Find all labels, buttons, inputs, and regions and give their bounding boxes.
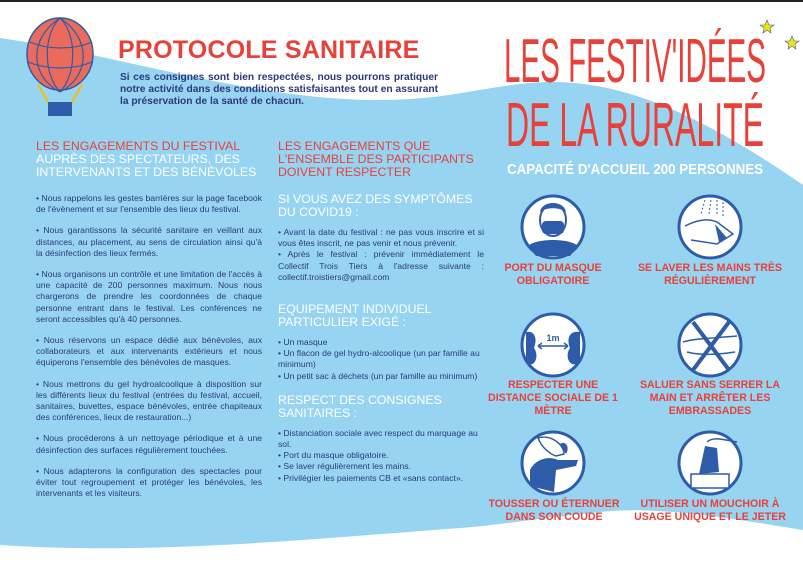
gesture-label-mask: PORT DU MASQUE OBLIGATOIRE [504,262,602,288]
hot-air-balloon-illustration [18,14,108,122]
social-distance-icon [520,312,586,378]
section-heading: LES ENGAGEMENTS DU FESTIVAL [36,139,241,153]
list-item: • Nous garantissons la sécurité sanitaire en veillant aux distances, au placement, au sens de circulation ainsi qu'à la désinfection des lieux fermés. [36,225,262,258]
list-item: • Nous réservons un espace dédié aux bénévoles, aux collaborateurs et aux intervenants extérieurs et nous équiperons l'ensemble des bénévoles de masques. [36,335,262,368]
equipment-heading: EQUIPEMENT INDIVIDUEL PARTICULIER EXIGÉ : [278,302,432,330]
section-heading: LES ENGAGEMENTS QUE L'ENSEMBLE DES PARTICIPANTS DOIVENT RESPECTER [278,139,474,179]
gesture-label-handwash: SE LAVER LES MAINS TRÈS RÉGULIÈREMENT [637,262,782,288]
gesture-label-distance: RESPECTER UNE DISTANCE SOCIALE DE 1 MÈTRE [488,379,618,418]
star-icons [760,18,800,58]
no-handshake-icon [677,312,743,378]
gesture-label-tissue: UTILISER UN MOUCHOIR À USAGE UNIQUE ET LE JETER [634,498,786,524]
symptoms-heading: SI VOUS AVEZ DES SYMPTÔMES DU COVID19 : [278,192,473,219]
festival-title-line1: LES FESTIV'IDÉES [504,27,766,96]
section-subheading: AUPRÈS DES SPECTATEURS, DES INTERVENANTS ET DES BÉNÉVOLES [36,152,257,179]
festival-title-line2: DE LA RURALITÉ [506,91,764,152]
gesture-label-cough: TOUSSER OU ÉTERNUER DANS SON COUDE [488,498,620,524]
participant-commitments [278,140,484,484]
festival-title [502,22,772,152]
face-mask-icon [520,194,586,260]
gesture-label-handshake: SALUER SANS SERRER LA MAIN ET ARRÊTER LES EMBRASSADES [639,379,781,418]
tissue-icon [677,430,743,496]
rules-heading: RESPECT DES CONSIGNES SANITAIRES : [278,392,442,420]
list-item: • Nous rappelons les gestes barrières sur la page facebook de l'évènement et sur l'ensemble des lieux du festival. [36,193,262,215]
hand-washing-icon [677,194,743,260]
list-item: • Nous procéderons à un nettoyage périodique et à une désinfection des surfaces régulièrement touchées. [36,433,262,455]
list-item: • Un masque • Un flacon de gel hydro-alcoolique (un par famille au minimum) • Un petit sac à déchets (un par famille au minimum) [278,337,480,381]
capacity-text-wrapper [507,158,767,180]
list-item: • Avant la date du festival : ne pas vous inscrire et si vous êtes inscrit, ne pas venir et nous prévenir. • Après le festival : prévenir immédiatement le Collectif Trois Tiers à l'adresse suivante : collectif.troistiers@gmail.com [278,227,484,282]
list-item: • Distanciation sociale avec respect du marquage au sol. • Port du masque obligatoire. • Se laver régulièrement les mains. • Privilégier les paiements CB et «sans contact». [278,427,478,483]
distance-label: 1m [546,333,560,343]
capacity-text: CAPACITÉ D'ACCUEIL 200 PERSONNES [507,161,763,178]
list-item: • Nous mettrons du gel hydroalcoolique à disposition sur les différents lieux du festival (entrées du festival, accueil, sanitaires, buvettes, espace bénévoles, entrée chapiteaux des conférences, lieux de restauration...) [36,378,262,423]
festival-commitments [36,140,262,499]
list-item: • Nous organisons un contrôle et une limitation de l'accès à une capacité de 200 personnes maximum. Nous nous chargerons de prendre les coordonnées de chaque personne entrant dans le festival. Les conférences ne seront accessibles qu'à 40 personnes. [36,269,262,324]
page-title: PROTOCOLE SANITAIRE [118,36,420,64]
list-item: • Nous adapterons la configuration des spectacles pour éviter tout regroupement et protéger les bénévoles, les intervenants et les visiteurs. [36,465,262,499]
intro-text: Si ces consignes sont bien respectées, nous pourrons pratiquer notre activité dans des conditions satisfaisantes tout en assurant la préservation de la santé de chacun. [120,72,438,108]
cough-elbow-icon [520,430,586,496]
